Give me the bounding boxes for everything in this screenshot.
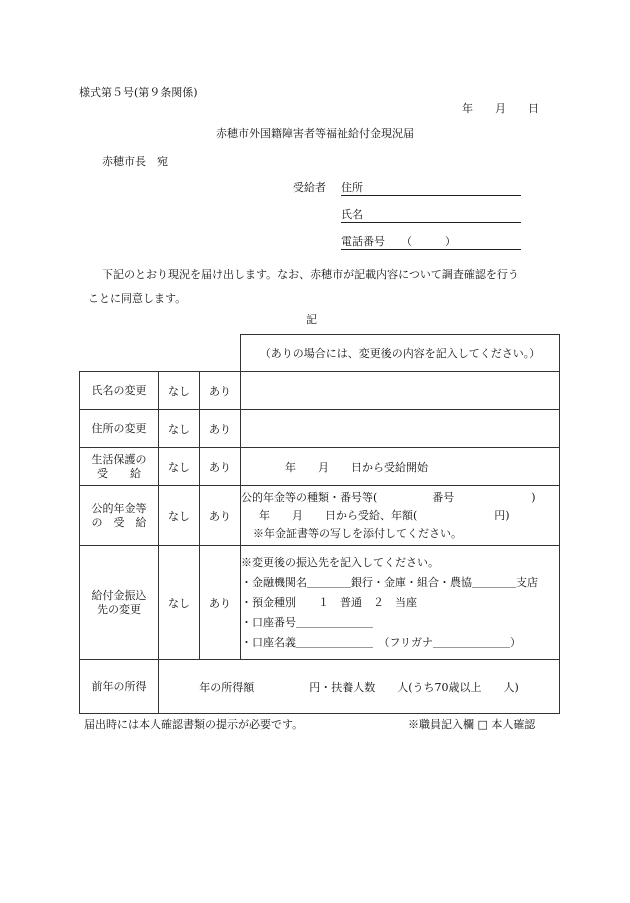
pension-none-option[interactable]: なし — [159, 486, 200, 546]
table-corner — [80, 335, 241, 372]
address-none-option[interactable]: なし — [159, 410, 200, 448]
intro-line-1: 下記のとおり現況を届け出します。なお、赤穂市が記載内容について調査確認を行う — [102, 268, 519, 281]
welfare-label-1: 生活保護の — [91, 452, 147, 466]
transfer-label-1: 給付金振込 — [91, 588, 147, 602]
phone-label: 電話番号 — [341, 235, 385, 248]
pension-detail-2: 年 月 日から受給、年額( 円) — [259, 508, 510, 522]
pension-detail-3: ※年金証書等の写しを添付してください。 — [253, 526, 462, 540]
form-number: 様式第５号(第９条関係) — [79, 86, 198, 99]
row-income: 前年の所得 — [80, 660, 159, 714]
phone-paren: （ ） — [401, 235, 456, 248]
pension-label-2: の 受 給 — [91, 515, 147, 529]
header-note: （ありの場合には、変更後の内容を記入してください。） — [241, 335, 560, 372]
status-table — [79, 334, 560, 714]
pension-detail-1: 公的年金等の種類・番号等( 番号 ) — [241, 490, 536, 504]
form-title: 赤穂市外国籍障害者等福祉給付金現況届 — [216, 127, 414, 140]
address-label: 住所 — [341, 179, 521, 196]
date-line: 年 月 日 — [462, 102, 539, 115]
row-address-change: 住所の変更 — [80, 410, 159, 448]
pension-detail[interactable] — [241, 486, 560, 546]
recipient-label: 受給者 — [293, 181, 326, 194]
name-label: 氏名 — [341, 206, 521, 223]
name-yes-option[interactable]: あり — [200, 372, 241, 410]
pension-yes-option[interactable]: あり — [200, 486, 241, 546]
name-field[interactable] — [341, 206, 521, 223]
income-detail[interactable]: 年の所得額 円・扶養人数 人(うち70歳以上 人) — [159, 660, 560, 714]
welfare-none-option[interactable]: なし — [159, 448, 200, 486]
address-field[interactable] — [341, 179, 521, 196]
pension-label-1: 公的年金等 — [91, 501, 147, 515]
row-name-change: 氏名の変更 — [80, 372, 159, 410]
transfer-detail[interactable] — [241, 546, 560, 660]
address-yes-option[interactable]: あり — [200, 410, 241, 448]
staff-check[interactable]: ※職員記入欄 □ 本人確認 — [408, 718, 536, 731]
transfer-detail-3: ・預金種別 １ 普通 ２ 当座 — [241, 595, 417, 609]
name-change-detail[interactable] — [241, 372, 560, 410]
welfare-label-2: 受 給 — [97, 466, 141, 480]
transfer-detail-2: ・金融機関名＿＿＿＿銀行・金庫・組合・農協＿＿＿＿支店 — [241, 575, 538, 589]
name-none-option[interactable]: なし — [159, 372, 200, 410]
addressee: 赤穂市長 宛 — [102, 155, 168, 168]
transfer-yes-option[interactable]: あり — [200, 546, 241, 660]
transfer-none-option[interactable]: なし — [159, 546, 200, 660]
welfare-yes-option[interactable]: あり — [200, 448, 241, 486]
row-welfare — [80, 448, 159, 486]
row-pension — [80, 486, 159, 546]
row-transfer — [80, 546, 159, 660]
ki-mark: 記 — [306, 313, 317, 326]
footer-note: 届出時には本人確認書類の提示が必要です。 — [84, 718, 304, 731]
phone-field[interactable] — [341, 233, 521, 250]
transfer-detail-5: ・口座名義＿＿＿＿＿＿＿ （フリガナ＿＿＿＿＿＿＿） — [241, 635, 521, 649]
welfare-detail[interactable]: 年 月 日から受給開始 — [241, 448, 560, 486]
transfer-detail-4: ・口座番号＿＿＿＿＿＿＿ — [241, 615, 373, 629]
intro-line-2: ことに同意します。 — [88, 292, 187, 305]
address-change-detail[interactable] — [241, 410, 560, 448]
transfer-detail-1: ※変更後の振込先を記入してください。 — [241, 555, 439, 569]
transfer-label-2: 先の変更 — [97, 602, 141, 616]
